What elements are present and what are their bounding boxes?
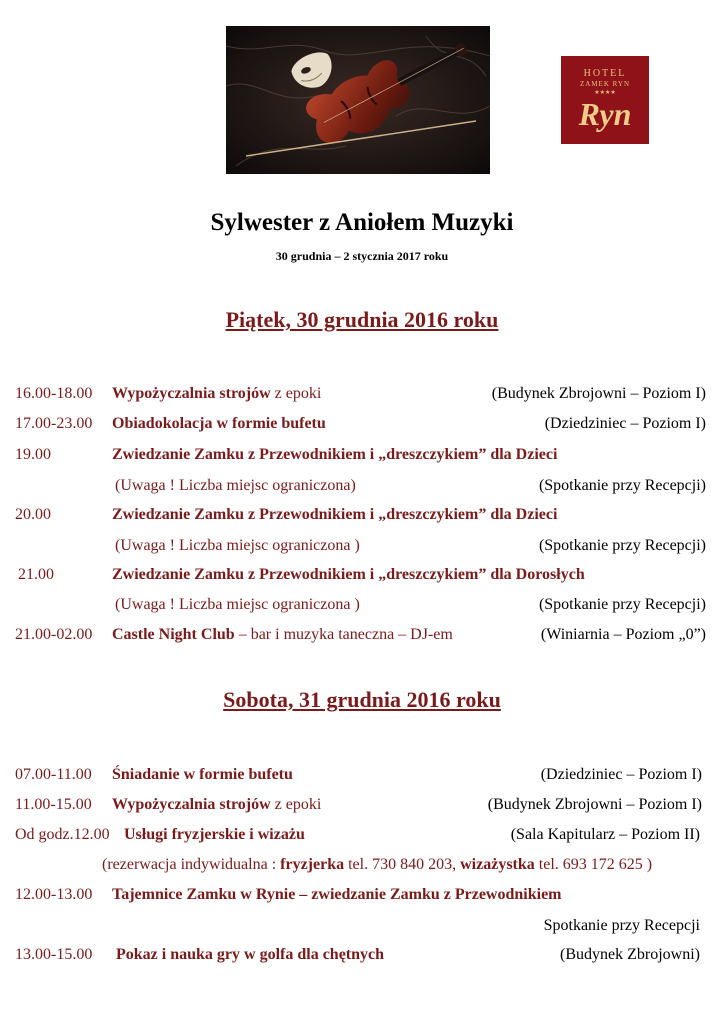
- time: 13.00-15.00: [15, 946, 93, 963]
- saturday-row-3: [0, 826, 724, 848]
- event: Zwiedzanie Zamku z Przewodnikiem i „dreszczykiem” dla Dorosłych: [112, 566, 585, 583]
- time: 11.00-15.00: [15, 796, 92, 813]
- violin-mask-illustration: [226, 26, 490, 174]
- event: Castle Night Club – bar i muzyka taneczna – DJ-em: [112, 626, 453, 643]
- friday-row-5: [0, 566, 724, 588]
- event-dates: 30 grudnia – 2 stycznia 2017 roku: [275, 249, 449, 263]
- friday-row-1: [0, 385, 724, 407]
- location: (Sala Kapitularz – Poziom II): [510, 826, 700, 843]
- logo-stars: ★★★★: [594, 90, 616, 96]
- location: (Winiarnia – Poziom „0”): [540, 626, 706, 643]
- friday-row-3: [0, 446, 724, 468]
- logo-line2: ZAMEK RYN: [579, 80, 631, 88]
- event: Pokaz i nauka gry w golfa dla chętnych: [116, 946, 385, 963]
- time: 21.00-02.00: [15, 626, 93, 643]
- location: (Spotkanie przy Recepcji): [538, 537, 706, 554]
- logo-script: Ryn: [578, 96, 632, 132]
- time: 16.00-18.00: [15, 385, 93, 402]
- friday-row-6: [0, 626, 724, 648]
- saturday-row-3-note: [0, 856, 724, 878]
- time: 07.00-11.00: [15, 766, 92, 783]
- saturday-heading: Sobota, 31 grudnia 2016 roku: [223, 687, 501, 712]
- friday-row-2: [0, 415, 724, 437]
- event: Obiadokolacja w formie bufetu: [112, 415, 326, 432]
- location: Spotkanie przy Recepcji: [543, 917, 700, 934]
- location: (Budynek Zbrojowni – Poziom I): [491, 385, 706, 402]
- event: Śniadanie w formie bufetu: [112, 766, 293, 783]
- note: (Uwaga ! Liczba miejsc ograniczona ): [115, 596, 360, 613]
- time: 19.00: [15, 446, 51, 463]
- location: (Spotkanie przy Recepcji): [538, 477, 706, 494]
- location: (Dziedziniec – Poziom I): [544, 415, 706, 432]
- saturday-row-1: [0, 766, 724, 788]
- hero-image: [226, 26, 490, 174]
- logo-line1: HOTEL: [583, 68, 627, 79]
- time: 21.00: [18, 566, 54, 583]
- saturday-row-4-note: [0, 917, 724, 939]
- location: (Dziedziniec – Poziom I): [540, 766, 702, 783]
- note: (Uwaga ! Liczba miejsc ograniczona): [115, 477, 356, 494]
- friday-heading: Piątek, 30 grudnia 2016 roku: [225, 307, 499, 332]
- page-title: Sylwester z Aniołem Muzyki: [210, 209, 514, 236]
- note: (Uwaga ! Liczba miejsc ograniczona ): [115, 537, 360, 554]
- event: Zwiedzanie Zamku z Przewodnikiem i „dreszczykiem” dla Dzieci: [112, 446, 558, 463]
- event: Tajemnice Zamku w Rynie – zwiedzanie Zamku z Przewodnikiem: [112, 886, 562, 903]
- event: Usługi fryzjerskie i wizażu: [124, 826, 305, 843]
- event: Wypożyczalnia strojów z epoki: [112, 385, 322, 402]
- event: Zwiedzanie Zamku z Przewodnikiem i „dreszczykiem” dla Dzieci: [112, 506, 558, 523]
- location: (Spotkanie przy Recepcji): [538, 596, 706, 613]
- location: (Budynek Zbrojowni – Poziom I): [487, 796, 702, 813]
- friday-row-5-note: [0, 596, 724, 618]
- hotel-logo: [561, 56, 649, 144]
- time: 17.00-23.00: [15, 415, 93, 432]
- saturday-row-4: [0, 886, 724, 908]
- friday-row-3-note: [0, 477, 724, 499]
- time: Od godz.12.00: [15, 826, 110, 843]
- friday-row-4-note: [0, 537, 724, 559]
- time: 12.00-13.00: [15, 886, 93, 903]
- time: 20.00: [15, 506, 51, 523]
- location: (Budynek Zbrojowni): [560, 946, 700, 963]
- note: (rezerwacja indywidualna : fryzjerka tel. 730 840 203, wizażystka tel. 693 172 625 ): [102, 856, 653, 873]
- event: Wypożyczalnia strojów z epoki: [112, 796, 322, 813]
- saturday-row-5: [0, 946, 724, 968]
- friday-row-4: [0, 506, 724, 528]
- saturday-row-2: [0, 796, 724, 818]
